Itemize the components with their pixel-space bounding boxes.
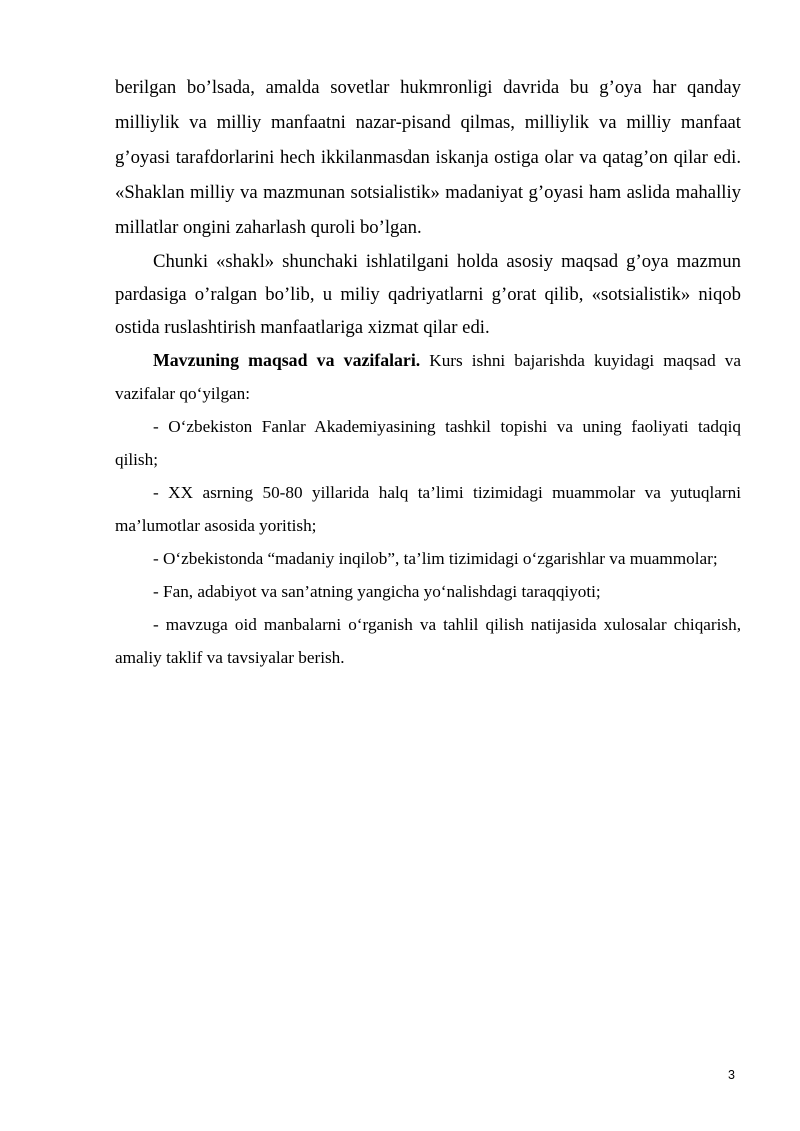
paragraph-continuation: berilgan bo’lsada, amalda sovetlar hukmronligi davrida bu g’oya har qanday milliylik va milliy manfaatni nazar-pisand qilmas, milliylik va milliy manfaat g’oyasi tarafdorlarini hech ikkilanmasdan iskanja ostiga olar va qatag’on qilar edi. «Shaklan milliy va mazmunan sotsialistik» madaniyat g’oyasi ham aslida mahalliy millatlar ongini zaharlash quroli bo’lgan. [115,77,741,238]
document-body [115,70,741,674]
list-item: - XX asrning 50-80 yillarida halq ta’limi tizimidagi muammolar va yutuqlarni ma’lumotlar asosida yoritish; [115,483,741,535]
goals-heading: Mavzuning maqsad va vazifalari. [153,350,421,370]
list-item: - O‘zbekiston Fanlar Akademiyasining tashkil topishi va uning faoliyati tadqiq qilish; [115,417,741,469]
goals-intro-text: Kurs ishni bajarishda kuyidagi maqsad va vazifalar qo‘yilgan: [115,351,741,403]
paragraph-chunki: Chunki «shakl» shunchaki ishlatilgani holda asosiy maqsad g’oya mazmun pardasiga o’ralgan bo’lib, u miliy qadriyatlarni g’orat qilib, «sotsialistik» niqob ostida ruslashtirish manfaatlariga xizmat qilar edi. [115,251,741,338]
page-number: 3 [728,1068,735,1082]
list-item: - Fan, adabiyot va san’atning yangicha yo‘nalishdagi taraqqiyoti; [153,582,601,601]
list-item: - mavzuga oid manbalarni o‘rganish va tahlil qilish natijasida xulosalar chiqarish, amaliy taklif va tavsiyalar berish. [115,615,741,667]
paragraph-goals [115,344,741,410]
list-item: - O‘zbekistonda “madaniy inqilob”, ta’lim tizimidagi o‘zgarishlar va muammolar; [153,549,718,568]
